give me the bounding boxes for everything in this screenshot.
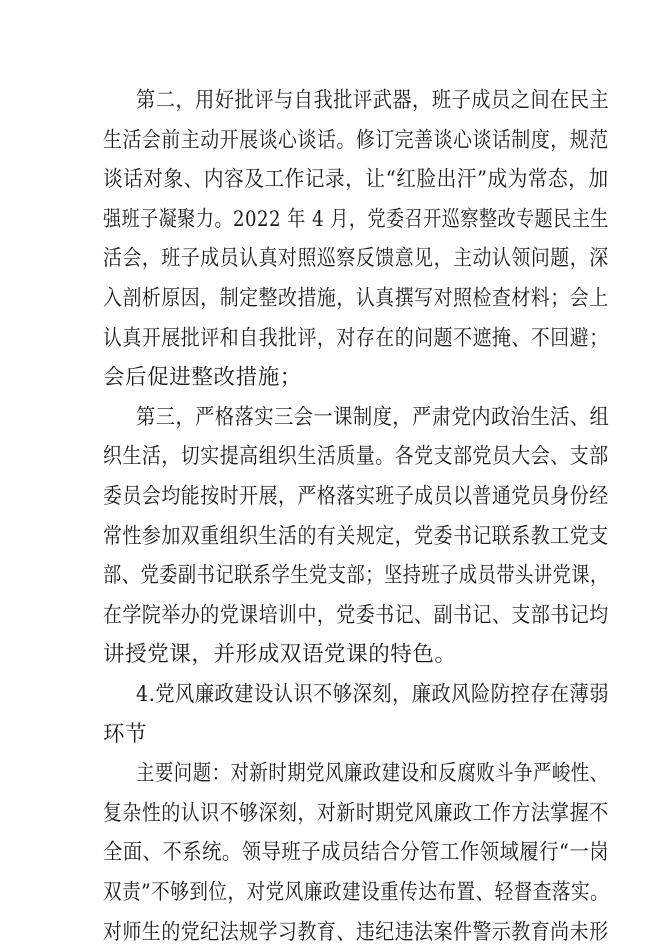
paragraph-line: 在学院举办的党课培训中，党委书记、副书记、支部书记均 [103, 603, 609, 628]
paragraph-line: 常性参加双重组织生活的有关规定，党委书记联系教工党支 [103, 524, 609, 549]
paragraph-line: 第三，严格落实三会一课制度，严肃党内政治生活、组 [136, 405, 610, 430]
paragraph-line: 会后促进整改措施； [103, 365, 302, 390]
section-heading: 环节 [103, 722, 148, 747]
paragraph-line: 第二，用好批评与自我批评武器，班子成员之间在民主 [136, 88, 610, 113]
paragraph-line: 讲授党课，并形成双语党课的特色。 [103, 642, 457, 667]
paragraph-line: 认真开展批评和自我批评，对存在的问题不遮掩、不回避； [103, 326, 609, 351]
paragraph-line: 全面、不系统。领导班子成员结合分管工作领域履行“一岗 [103, 840, 610, 865]
paragraph-line: 委员会均能按时开展，严格落实班子成员以普通党员身份经 [103, 484, 609, 509]
paragraph-line: 生活会前主动开展谈心谈话。修订完善谈心谈话制度，规范 [103, 128, 609, 153]
paragraph-line: 活会，班子成员认真对照巡察反馈意见，主动认领问题，深 [103, 246, 609, 271]
paragraph-line: 主要问题：对新时期党风廉政建设和反腐败斗争严峻性、 [136, 761, 609, 786]
paragraph-line: 双责”不够到位，对党风廉政建设重传达布置、轻督查落实。 [103, 880, 610, 905]
paragraph-line: 织生活，切实提高组织生活质量。各党支部党员大会、支部 [103, 444, 609, 469]
paragraph-line: 谈话对象、内容及工作记录，让“红脸出汗”成为常态，加 [103, 167, 609, 192]
paragraph-line: 对师生的党纪法规学习教育、违纪违法案件警示教育尚未形 [103, 920, 609, 945]
paragraph-line: 入剖析原因，制定整改措施，认真撰写对照检查材料；会上 [103, 286, 609, 311]
paragraph-line: 强班子凝聚力。2022 年 4 月，党委召开巡察整改专题民主生 [103, 207, 609, 232]
paragraph-line: 部、党委副书记联系学生党支部；坚持班子成员带头讲党课， [103, 563, 609, 588]
paragraph-line: 复杂性的认识不够深刻，对新时期党风廉政工作方法掌握不 [103, 801, 609, 826]
section-heading: 4.党风廉政建设认识不够深刻，廉政风险防控存在薄弱 [136, 682, 610, 707]
